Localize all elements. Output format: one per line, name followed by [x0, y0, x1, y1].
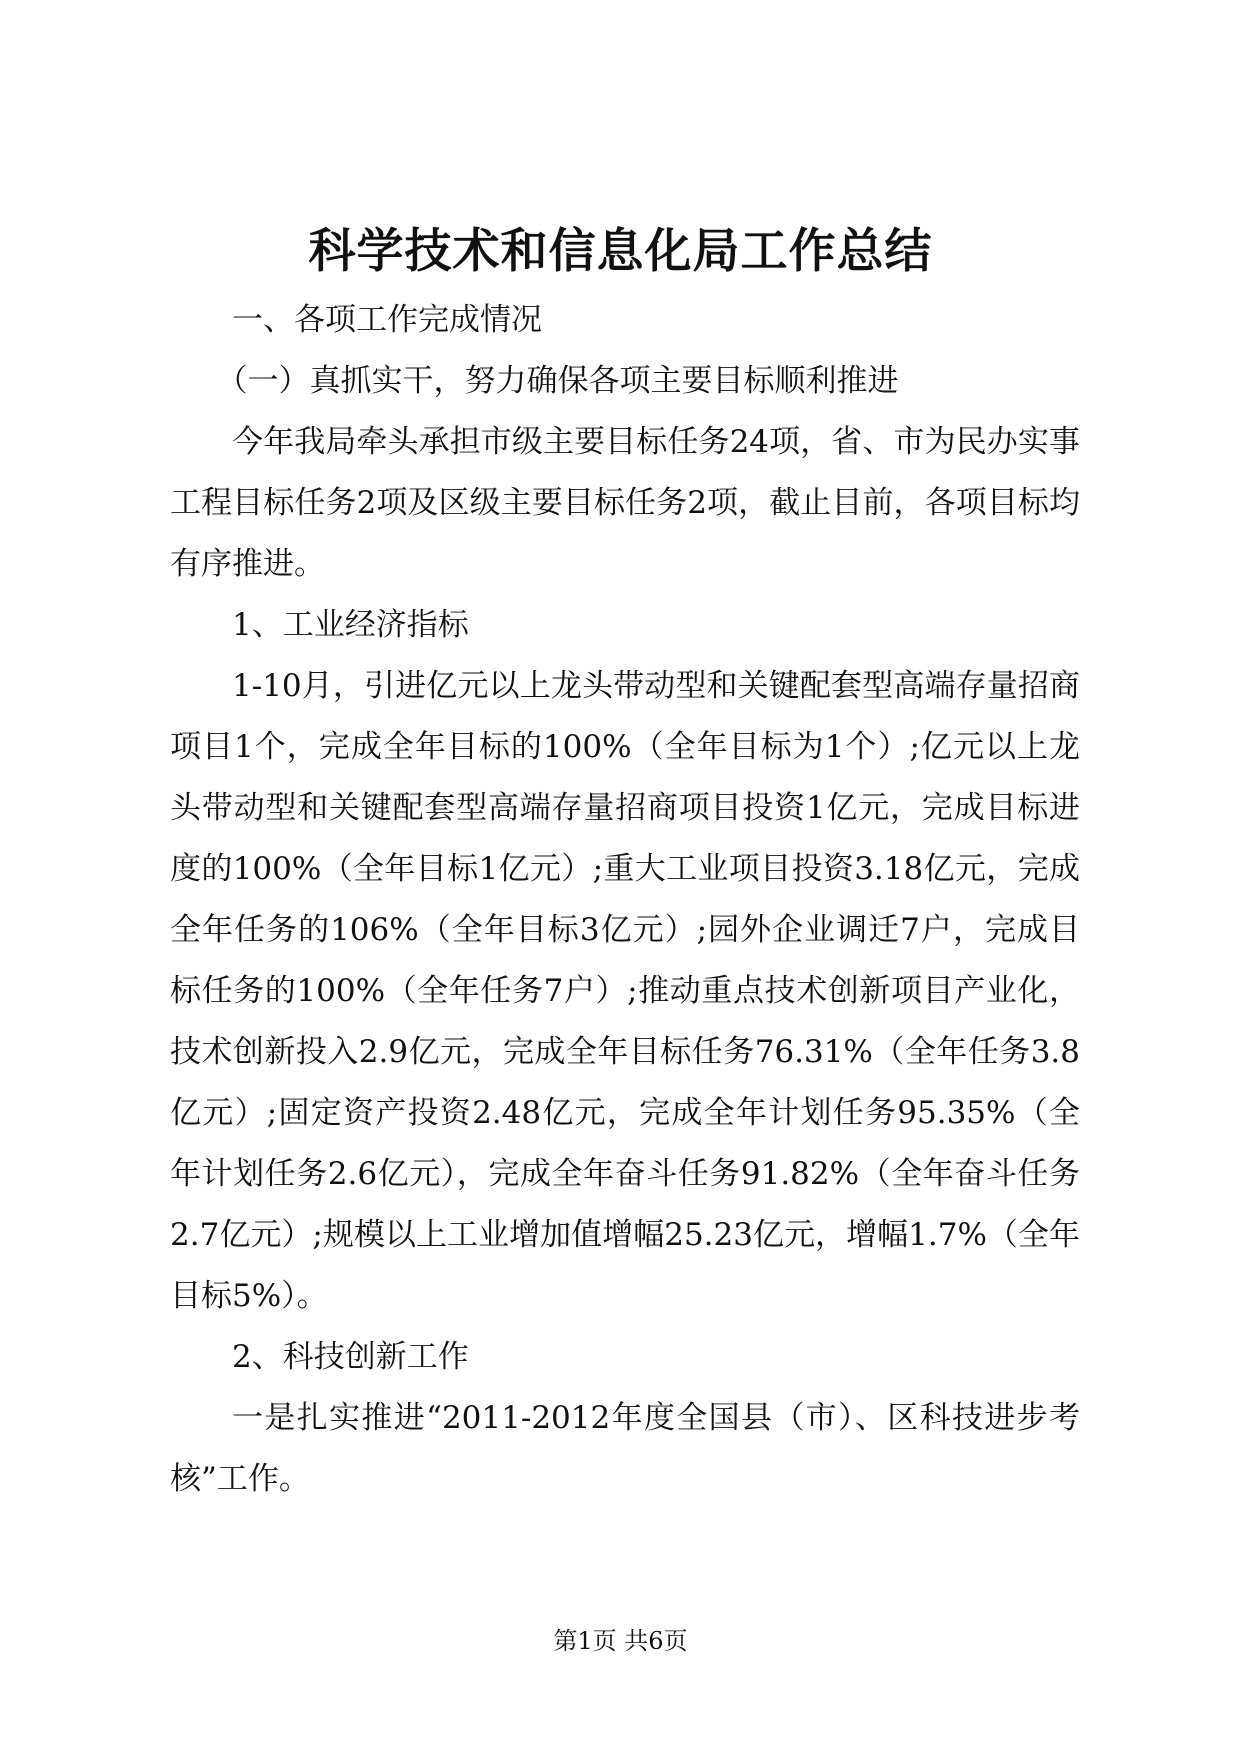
paragraph: 1-10月，引进亿元以上龙头带动型和关键配套型高端存量招商项目1个，完成全年目标的100%（全年目标为1个）;亿元以上龙头带动型和关键配套型高端存量招商项目投资1亿元，完成目标进度的100%（全年目标1亿元）;重大工业项目投资3.18亿元，完成全年任务的106%（全年目标3亿元）;园外企业调迁7户，完成目标任务的100%（全年任务7户）;推动重点技术创新项目产业化，技术创新投入2.9亿元，完成全年目标任务76.31%（全年任务3.8亿元）;固定资产投资2.48亿元，完成全年计划任务95.35%（全年计划任务2.6亿元），完成全年奋斗任务91.82%（全年奋斗任务2.7亿元）;规模以上工业增加值增幅25.23亿元，增幅1.7%（全年目标5%）。: [170, 668, 1080, 1314]
document-body: [170, 290, 1080, 1510]
section-heading: 一、各项工作完成情况: [232, 302, 542, 338]
subsection-heading: （一）真抓实干，努力确保各项主要目标顺利推进: [216, 363, 899, 399]
item-heading: 1、工业经济指标: [232, 607, 469, 643]
paragraph: 一是扎实推进“2011-2012年度全国县（市）、区科技进步考核”工作。: [170, 1400, 1080, 1497]
item-heading: 2、科技创新工作: [232, 1339, 469, 1375]
document-title: 科学技术和信息化局工作总结: [308, 224, 933, 279]
paragraph: 今年我局牵头承担市级主要目标任务24项，省、市为民办实事工程目标任务2项及区级主要目标任务2项，截止目前，各项目标均有序推进。: [170, 424, 1080, 582]
page-footer: 第1页 共6页: [553, 1627, 688, 1655]
